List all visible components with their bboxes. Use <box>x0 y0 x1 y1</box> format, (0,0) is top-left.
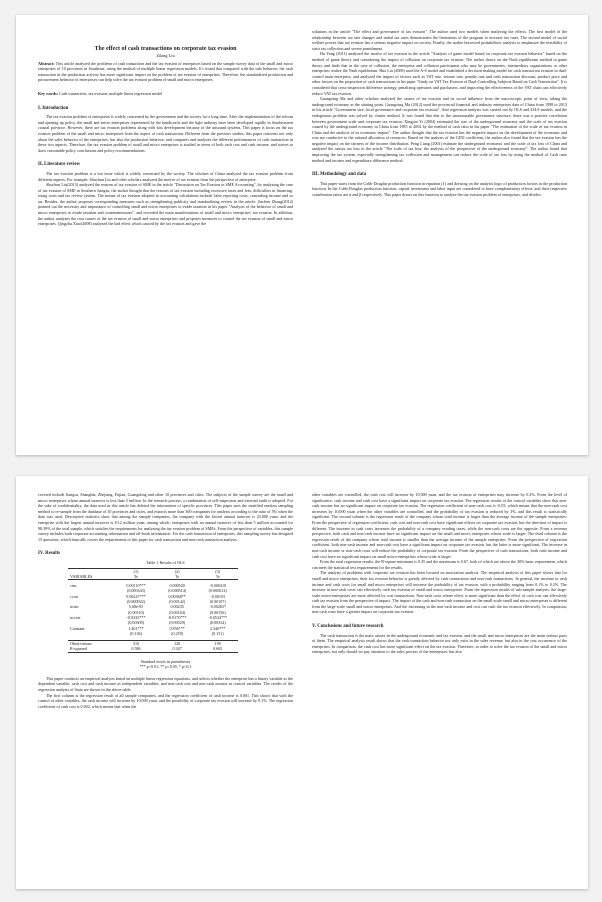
se-cell: (0.000612) <box>208 588 227 594</box>
coef-cell: 0.00368** <box>168 593 186 599</box>
coef-cell: 0.856*** <box>169 625 185 631</box>
coef-cell: 0.00110*** <box>126 583 146 589</box>
coef-cell: -0.00103 <box>210 593 226 599</box>
se-cell: (0.00529) <box>169 620 186 626</box>
se-cell: (0.151) <box>211 630 224 636</box>
page-1-right-column <box>312 29 567 198</box>
se-cell: (0.000343) <box>126 588 146 594</box>
r2-cell: 0.665 <box>197 646 238 652</box>
r2-cell: 0.347 <box>157 646 198 652</box>
variable-name: ccost <box>70 593 79 599</box>
literature-paragraph-4: Hu Yang (2011) analyzed the motive of tax evasion in the article "Analysis of game model based on corporate tax evasion behavior" based on the method of game theory and considering the impact of collusion on corporate tax evasion. The author draws on the Nash equilibrium method in game theory and finds that in the case of collusion, the enterprise and collusion participants who may be governments, intermediary organizations or other enterprises realize the Nash equilibrium. Hua Liu (2008) used the A-S model and established a decision-making model for cash transaction evasion in dual-control main enterprise, and analyzed the impact of factors such as VAT rate, seizure rate, penalty rate and cash transaction discount, product price and other factors on the proportion of cash transactions in his paper "Study on VAT Tax Evasion of Dual-Controlling Subjects Based on Cash Transaction". It is considered that cross-inspection difference strategy, penalizing operators and purchasers, and improving the effectiveness of the VAT chain can effectively reduce VAT tax evasion. <box>312 51 567 96</box>
literature-paragraph-5: Guangxing Ma and other scholars analyzed the causes of tax evasion and its social influence from the macroscopic point of view, taking the underground economy as the starting point. Guangxing Ma (2012) used the provincial financial and industry enterprises data of China from 1998 to 2013 in his article "Government size, local governance and corporate tax evasion". And regression analysis was carried out by OLS and 2SLS models, and the endogenous problem was solved by cluster method. It was found that due to the unreasonable governance structure, there was a positive correlation between government scale and corporate tax evasion. Xingjun Yi (2004) estimated the size of the underground economy and the scale of tax evasion caused by the underground economy in China from 1985 to 2002 by the method of cash ratio in his paper "The estimation of the scale of tax evasion in China and the analysis of its economic impact". The author thought that the tax evasion has the negative impact on the development of the economic and was not conducive to the rational allocation of resources. Based on the analysis of the GINI coefficient, the author also found that the tax evasion has the negative impact on the fairness of the income distribution. Peng Liang (2001) estimate the underground economic and the scale of tax loss of China and analyzed the causes tax loss in the article "The scale of tax loss: the analysis of the perspective of the underground economy". The author found that improving the tax system, especially strengthening tax collection and management can reduce the scale of tax loss by using the method of Cash ratio method and income and expenditure difference method. <box>312 96 567 163</box>
ols-results-table <box>68 568 238 653</box>
paper-author: Zilang Liu <box>156 53 175 58</box>
obs-cell: 120 <box>157 641 198 647</box>
results-paragraph-5: The analysis of problems with corporate tax evasion has been focused on motivation analysis. The empirical analysis of this paper shows that for small and micro enterprises, their tax evasion behavior is greatly affected by cash transactions and non-cash transactions. In general, the increase in cash income and cash costs for small and micro enterprises will increase the probability of tax evasion, with a probability ranging from 0.1% to 0.2%. The increase in non-cash costs can effectively curb tax evasion of small and micro enterprises. From the regression results of sub-sample analysis, the large-scale micro-enterprises are more affected by cost transactions. Non-cash costs whose effect is more significant than the effect of cash cost can effectively curb tax evasion from the perspective of impact. The impact of the cash and non-cash transaction on the small-scale small and micro enterprises is different from the large-scale small and micro enterprises. And the increasing in the non-cash income and cost can curb the tax evasion effectively. In comparison, non-cash costs have a greater impact on corporate tax evasion. <box>312 570 567 615</box>
page-2-right-column <box>312 492 567 655</box>
abstract-text: This article analyzed the problems of cash transaction and the tax evasion of enterprises based on the sample survey data of the small and micro enterprises of 10 provinces in Southeast, using the method of multiple linear regression models. It's found that compared with the sale behavior, the cash transaction in the production activity has more significant impact on the problem of tax evasion of enterprises. Therefore, the standardized production and procurement behavior of enterprises can help solve the tax evasion problem of small and micro enterprises. <box>38 60 293 83</box>
page-1-left-column <box>38 29 293 227</box>
obs-cell: 190 <box>197 641 238 647</box>
table-caption: Table 1 Results of OLS <box>146 559 185 565</box>
se-cell: (0.000514) <box>168 588 187 594</box>
variables-header: VARIABLES <box>68 574 115 580</box>
data-description-paragraph: covered include Jiangsu, Shanghai, Zhejiang, Fujian, Guangdong and other 10 provinces and cities. The subjects of the sample survey are the small and micro enterprises whose annual turnover is less than 5 million. In the research process, a combination of self-inspection and external audit is adopted. For the sake of confidentiality, the data used in this article has deleted the information of specific provinces. This paper uses the stratified random sampling method to re-sample from the database of 10 provinces and cities, and extracts more than 300 companies for analysis according to the ratio of 5% when the data was used. Descriptive statistics show that among the sample companies, the company with the lowest annual turnover is 23,000 yuan, and the enterprise with the largest annual turnover is 8.12 million yuan, among which, enterprises with an annual turnover of less than 5 million accounted for 98.39% of the total sample, which satisfies the requirements for analyzing the tax evasion problem of SMEs. From the perspective of variables, this sample survey includes both corporate accounting information and off-book information. For the cash transaction of enterprises, this sampling survey has designed 15 questions, which basically covers the requirements of this paper for cash transaction and non-cash transaction analysis. <box>38 492 293 542</box>
col-number: (3) <box>197 568 238 574</box>
variable-name: nccost <box>70 614 81 620</box>
col-label: Te <box>157 574 198 580</box>
section-heading-methodology: III. Methodology and data <box>312 172 367 178</box>
observations-label: Observations <box>68 641 115 647</box>
literature-paragraph-3: solutions in the article "The effect and governance of tax evasion". The author used two models when analyzing the effects. The first model of the relationship between tax rate changes and initial tax rates demonstrates the limitations of the program to increase tax rates. The second model of social welfare proves that tax evasion has a serious negative impact on society. Finally, the author borrowed probabilistic analysis to emphasize the feasibility of strict tax collection and severe punishment. <box>312 29 567 51</box>
col-number: (1) <box>115 568 157 574</box>
results-paragraph-3: other variables are controlled, the cash cost will increase by 10,000 yuan, and the tax evasion of enterprises may increase by 0.2%. From the level of significance, cash income and cash cost have a significant impact on corporate tax evasion. The regression results of the control variables show that non-cash income has no significant impact on corporate tax evasion. The regression coefficient of non-cash cost is -0.03, which means that the non-cash cost increases by 10,000 yuan when the other variables are controlled, and the probability of tax evasion is reduced by 3%, and this result is statistically significant. The second column is the regression result of the company whose total income is larger than the average income of the sample enterprises. From the perspective of regression coefficient, cash cost and non-cash cost have significant effects on corporate tax evasion, but the direction of impact is different. The increase in cash costs increases the probability of a company evading taxes, while the non-cash costs are the opposite. From a revenue perspective, both cash and non-cash income have no significant impact on the small and micro enterprises whose scale is larger. The third column is the regression result of the company whose total income is smaller than the average income of the sample enterprises. From the perspective of regression coefficient, both non-cash income and non-cash cost have a significant impact on corporate tax evasion, but the latter is more significant. The increase in non-cash income or non-cash costs will reduce the probability of corporate tax evasion. From the perspective of cash transactions, both cash income and cash cost have no significant impact on small micro-enterprises whose scale is larger. <box>312 492 567 559</box>
se-cell: (0.00309) <box>127 620 144 626</box>
keywords-text: Cash transaction; tax evasion; multiple linear regression model <box>59 90 163 96</box>
section-heading-literature-review: II. Literature review <box>38 162 81 168</box>
se-cell: (0.00107) <box>209 599 226 605</box>
se-cell: (0.000922) <box>126 599 146 605</box>
r2-cell: 0.586 <box>115 646 157 652</box>
se-cell: (0.00142) <box>169 599 186 605</box>
conclusion-paragraph: The cash transaction is the main causes in the underground economic and tax evasion, and the small and micro enterprises are the main serious parts of them. The empirical analysis result shows that the cash transaction behavior not only exits in the sales revenue, but also in the cost occurrence of the enterprises. In comparison, the cash cost has more significant effect on the tax evasion. Therefore, in order to solve the tax evasion of the small and micro enterprises, not only should we pay attention to the sales process of the enterprises, but also <box>312 632 567 655</box>
coef-cell: -0.0534*** <box>208 614 228 620</box>
coef-cell: 1.401*** <box>128 625 144 631</box>
literature-paragraph-2: Shuchun Liu(2013) analyzed the reasons of tax evasion of SME in the article "Discussion on Tax Evasion in SME Accounting", by analyzing the case of tax evasion of SME in Southern Jiangsu, the author thought that the reasons of tax evasion including excessive taxes and fees, difficulties in financing, rising costs and tax review system. The means of tax evasion adopted in accounting calculations include 'false reporting costs, concealing income and so on. Besides, the author proposes corresponding measures such as strengthening publicity and standardizing review in the article. Jiachen Zhang(2012) pointed out the necessity and importance of controlling small and micro enterprises to evade taxation in his paper "Analysis of the behavior of small and micro enterprises to evade taxation and countermeasures", and recorded the main manifestations of small and micro enterprises' tax evasion. In addition, the author analyzes the root causes of the tax evasion of small and micro enterprises and proposes measures to control the tax evasion of small and micro enterprises. Qingzhu Xiao(2008) analyzed the bad effect which caused by the tax evasion and gave the <box>38 182 293 227</box>
variable-name: cinc <box>70 583 77 589</box>
variable-name: Constant <box>70 625 85 631</box>
coef-cell: 5.68e-05 <box>128 604 144 610</box>
r-squared-label: R-squared <box>68 646 115 652</box>
se-cell: (0.00110) <box>128 609 144 615</box>
literature-paragraph-1: The tax evasion problem is a hot issue which is widely concerned by the society. The scholars of China analyzed the tax evasion problem from different aspects. For example, Shuchun Liu and other scholars analyzed the motive of tax evasion from the perspective of enterprise. <box>38 170 293 182</box>
abstract-label: Abstract: <box>38 60 55 66</box>
abstract <box>38 61 293 83</box>
results-paragraph-1: This paper conducts an empirical analysis based on multiple linear regression equations, and selects whether the enterprise has a binary variable as the dependent variable, cash cost and cash income as independent variables, and non-cash cost and non-cash income as control variables. The results of the regression analysis of Stata are shown in the above table. <box>38 675 293 693</box>
results-paragraph-4: From the total regression results, the R-square minimum is 0.35 and the maximum is 0.67, both of which are above the 30% basic requirement, which can meet the statistical test requirements for the results. <box>312 559 567 570</box>
se-cell: (0.00334) <box>209 620 226 626</box>
table-note-significance: *** p<0.01, ** p<0.05, * p<0.1 <box>139 664 192 670</box>
coef-cell: 0.00235 <box>170 604 184 610</box>
se-cell: (0.259) <box>171 630 184 636</box>
coef-cell: 0.000520 <box>169 583 185 589</box>
col-number: (2) <box>157 568 198 574</box>
coef-cell: -0.0335*** <box>126 614 146 620</box>
variable-name: ncinc <box>70 604 79 610</box>
coef-cell: 2.346*** <box>210 625 226 631</box>
page-1 <box>16 15 588 455</box>
col-label: Te <box>197 574 238 580</box>
paper-title: The effect of cash transactions on corporate tax evasion <box>94 46 237 52</box>
table-row-r-squared <box>68 646 238 652</box>
page-2-left-column <box>38 492 293 709</box>
obs-cell: 310 <box>115 641 157 647</box>
methodology-paragraph: This paper starts from the Cobb-Douglas production function in equation (1) and drawing on the analysis logic of production factors in the production function. In the Cobb-Douglas production function, capital investment and labor input are considered to have complementary effects, and their respective contribution ratios are α and β respectively. This paper draws on this function to analyze the tax evasion problem of enterprises, and divides <box>312 180 567 198</box>
coef-cell: -0.0170*** <box>167 614 187 620</box>
page-2 <box>16 476 588 889</box>
section-heading-conclusions: V. Conclusions and future research <box>312 624 384 630</box>
results-paragraph-2: The first column is the regression result of all sample companies, and the regression coefficient of cash income is 0.001. This shows that with the control of other variables, the cash income will increase by 10,000 yuan, and the possibility of corporate tax evasion will increase by 0.1%. The regression coefficient of cash cost is 0.002, which means that when the <box>38 692 293 709</box>
coef-cell: -0.000410 <box>209 583 227 589</box>
se-cell: (0.136) <box>130 630 142 636</box>
coef-cell: -0.00265* <box>209 604 227 610</box>
coef-cell: 0.00247*** <box>126 593 146 599</box>
keywords <box>38 91 293 97</box>
se-cell: (0.00156) <box>209 609 226 615</box>
introduction-paragraph: The tax evasion problem of enterprises is widely concerned by the government and the society for a long time. After the implementation of the reform and opening up policy, the small and micro enterprises represented by the handicrafts and the light industry have been developed rapidly in Southeastern coastal province. However, there are tax evasion problems along with fast development because of the unsound systems. This paper is focus on the tax evasion problem of the small and micro enterprises from the aspect of cash transaction. Different from the previous studies, this paper concerns not only about the sales behavior of the enterprises, but also the production behavior, and compares and analyzes the different performances of cash transaction in these two aspects. Therefore, the tax evasion problem of small and micro enterprises is studied in terms of both cash cost and cash income, and strives to draw reasonable policy conclusions and policy recommendations. <box>38 114 293 153</box>
section-heading-introduction: I. Introduction <box>38 105 69 111</box>
table-note-se: Standard errors in parentheses <box>140 658 191 664</box>
col-label: Te <box>115 574 157 580</box>
se-cell: (0.00164) <box>169 609 186 615</box>
section-heading-results: IV. Results <box>38 551 61 557</box>
keywords-label: Key words: <box>38 90 59 96</box>
